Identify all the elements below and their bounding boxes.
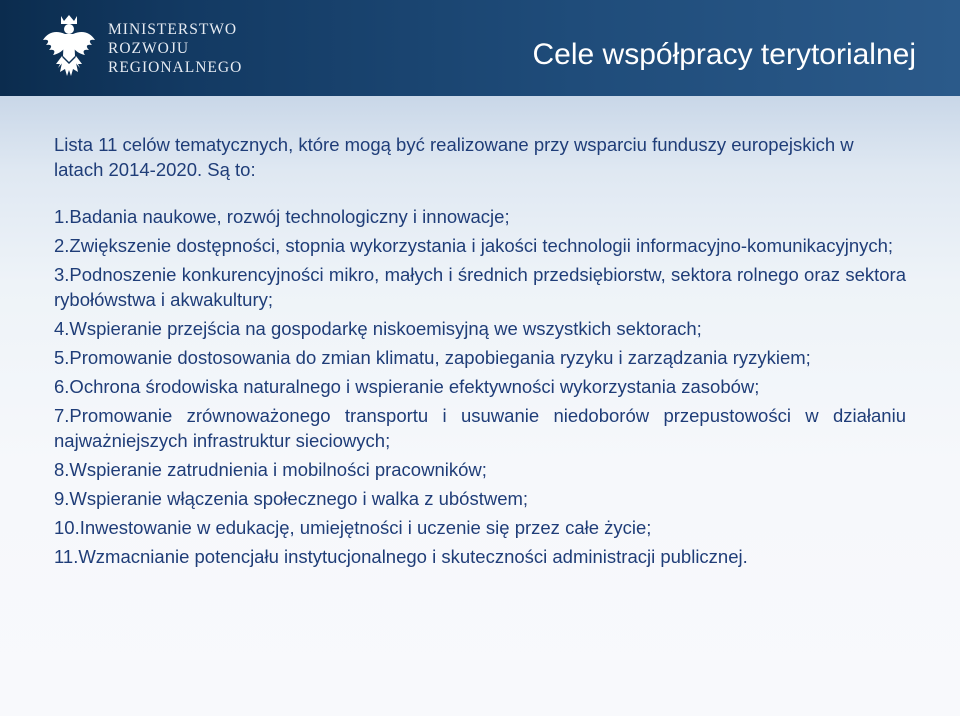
goal-item-10: 10.Inwestowanie w edukację, umiejętności i uczenie się przez całe życie; [54,517,652,538]
text-block [54,132,906,573]
ministry-name-line: ROZWOJU [108,40,190,57]
page-title: Cele współpracy terytorialnej [532,38,916,71]
eagle-emblem-icon [40,12,98,84]
goal-item-11: 11.Wzmacnianie potencjału instytucjonalnego i skuteczności administracji publicznej. [54,546,748,567]
goal-item-6: 6.Ochrona środowiska naturalnego i wspieranie efektywności wykorzystania zasobów; [54,376,760,397]
ministry-name-line: REGIONALNEGO [108,59,243,76]
goal-item-1: 1.Badania naukowe, rozwój technologiczny i innowacje; [54,206,510,227]
ministry-name [108,20,242,77]
goal-item-4: 4.Wspieranie przejścia na gospodarkę niskoemisyjną we wszystkich sektorach; [54,318,702,339]
ministry-name-line: MINISTERSTWO [108,21,238,38]
goal-item-9: 9.Wspieranie włączenia społecznego i walka z ubóstwem; [54,488,529,509]
goal-item-7: 7.Promowanie zrównoważonego transportu i usuwanie niedoborów przepustowości w działaniu najważniejszych infrastruktur sieciowych; [54,405,906,451]
goal-item-5: 5.Promowanie dostosowania do zmian klimatu, zapobiegania ryzyku i zarządzania ryzykiem; [54,347,811,368]
goal-list [54,204,906,569]
intro-paragraph: Lista 11 celów tematycznych, które mogą być realizowane przy wsparciu funduszy europejskich w latach 2014-2020. Są to: [54,134,854,180]
goal-item-2: 2.Zwiększenie dostępności, stopnia wykorzystania i jakości technologii informacyjno-komunikacyjnych; [54,235,894,256]
goal-item-8: 8.Wspieranie zatrudnienia i mobilności pracowników; [54,459,487,480]
slide-content [0,96,960,716]
header-bar [0,0,960,96]
ministry-logo [40,12,270,84]
goal-item-3: 3.Podnoszenie konkurencyjności mikro, małych i średnich przedsiębiorstw, sektora rolnego oraz sektora rybołówstwa i akwakultury; [54,264,906,310]
